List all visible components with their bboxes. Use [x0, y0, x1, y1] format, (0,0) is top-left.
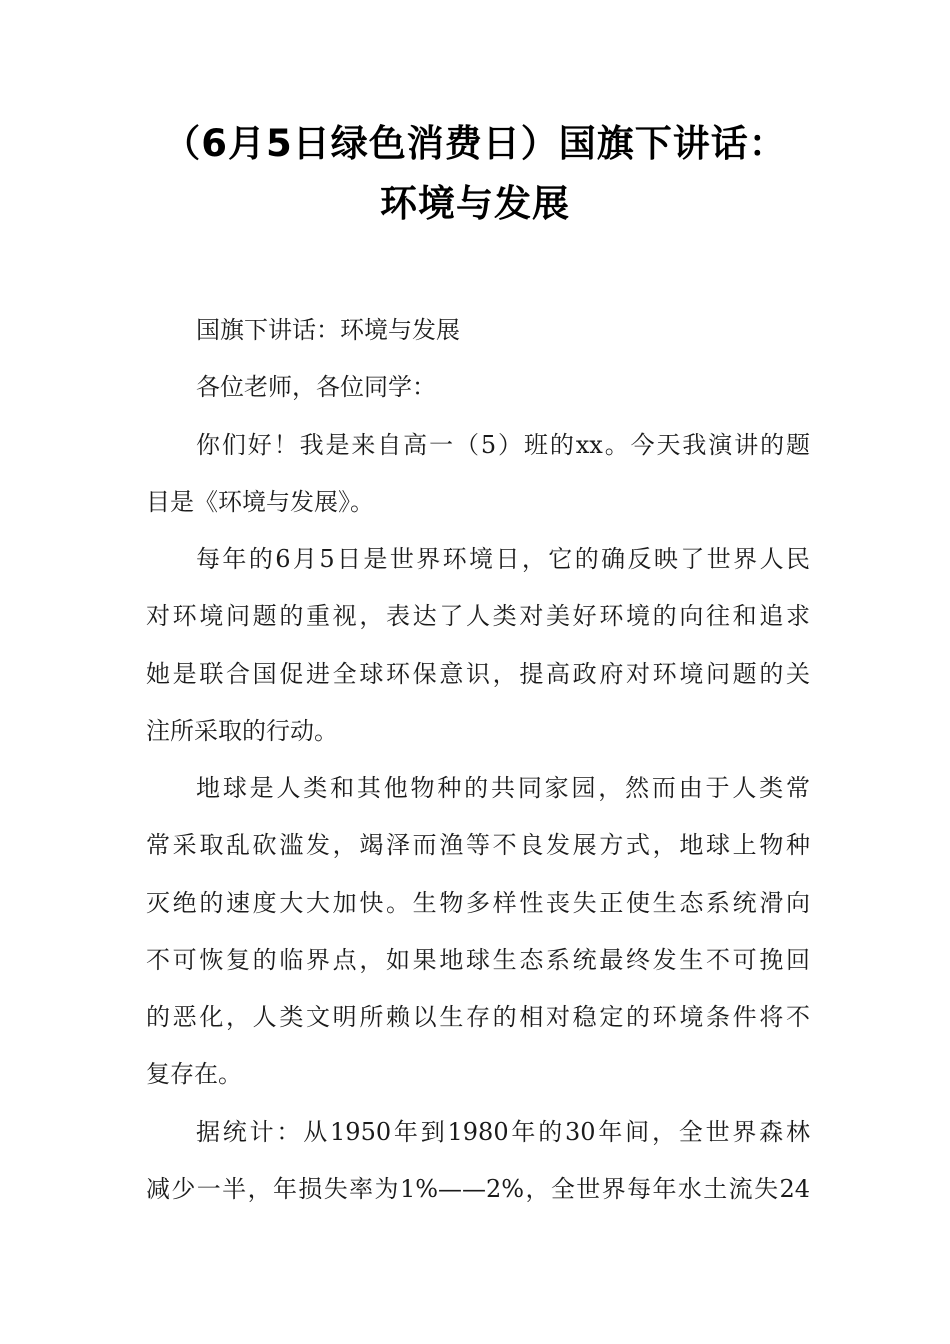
paragraph-line: 每年的6月5日是世界环境日，它的确反映了世界人民: [196, 545, 810, 573]
paragraph-line: 地球是人类和其他物种的共同家园，然而由于人类常: [196, 774, 810, 802]
paragraph-line: 不可恢复的临界点，如果地球生态系统最终发生不可挽回: [146, 946, 810, 974]
paragraph-line: 她是联合国促进全球环保意识，提高政府对环境问题的关: [146, 660, 810, 688]
paragraph-line: 目是《环境与发展》。: [146, 488, 374, 516]
paragraph-line: 你们好！我是来自高一（5）班的xx。今天我演讲的题: [196, 431, 810, 459]
paragraph-line: 各位老师，各位同学：: [196, 373, 436, 401]
paragraph-line: 常采取乱砍滥发，竭泽而渔等不良发展方式，地球上物种: [146, 831, 810, 859]
paragraph-line: 据统计：从1950年到1980年的30年间，全世界森林: [196, 1118, 810, 1146]
document-title-line-2: 环境与发展: [380, 182, 570, 225]
paragraph-line: 对环境问题的重视，表达了人类对美好环境的向往和追求: [146, 602, 810, 630]
paragraph-line: 的恶化，人类文明所赖以生存的相对稳定的环境条件将不: [146, 1003, 810, 1031]
paragraph-line: 注所采取的行动。: [146, 717, 338, 745]
document-title-line-1: （6月5日绿色消费日）国旗下讲话：: [163, 122, 787, 165]
paragraph-line: 国旗下讲话：环境与发展: [196, 316, 460, 344]
paragraph-line: 减少一半，年损失率为1%——2%，全世界每年水土流失24: [146, 1175, 810, 1203]
paragraph-line: 复存在。: [146, 1060, 242, 1088]
paragraph-line: 灭绝的速度大大加快。生物多样性丧失正使生态系统滑向: [146, 889, 810, 917]
